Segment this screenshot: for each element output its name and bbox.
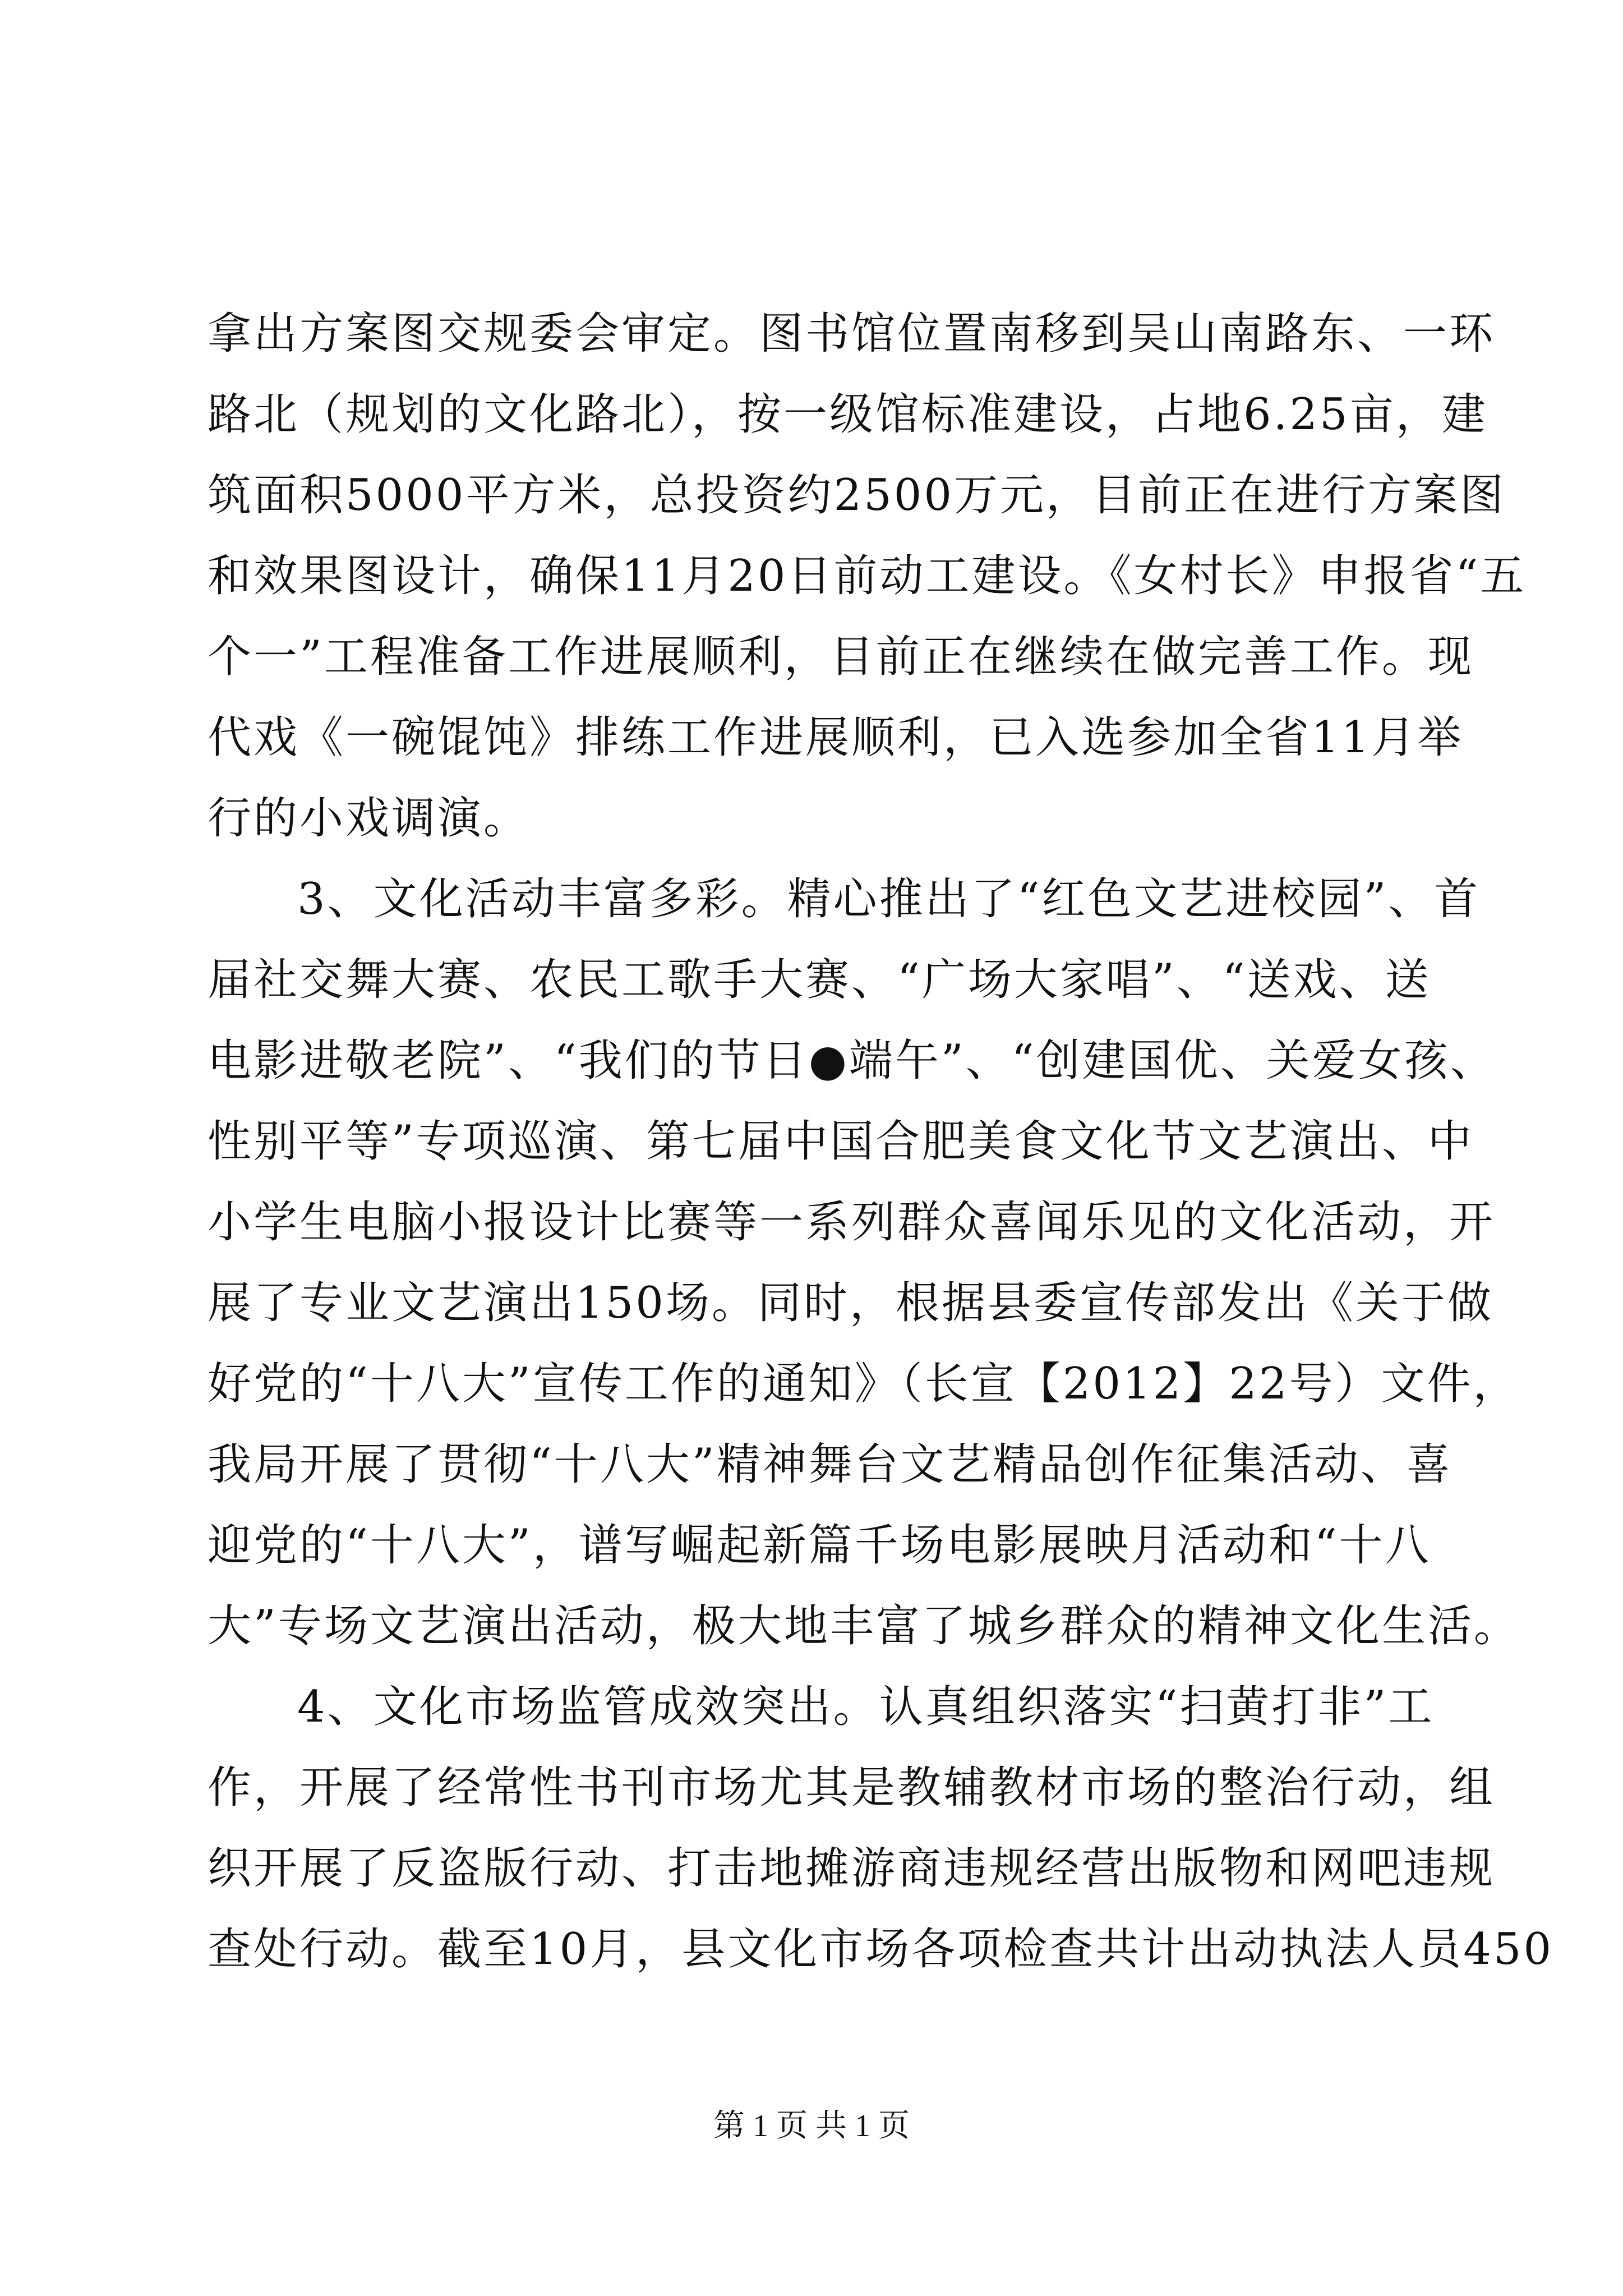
- text-line: 查处行动。截至10月，县文化市场各项检查共计出动执法人员450: [208, 1924, 1554, 1975]
- text-line: 电影进敬老院”、“我们的节日●端午”、“创建国优、关爱女孩、: [208, 1036, 1496, 1086]
- text-line: 路北（规划的文化路北），按一级馆标准建设，占地6.25亩，建: [208, 389, 1488, 440]
- text-line: 织开展了反盗版行动、打击地摊游商违规经营出版物和网吧违规: [208, 1843, 1496, 1894]
- text-line: 拿出方案图交规委会审定。图书馆位置南移到吴山南路东、一环: [208, 309, 1496, 359]
- text-line: 我局开展了贯彻“十八大”精神舞台文艺精品创作征集活动、喜: [208, 1439, 1453, 1490]
- text-line: 个一”工程准备工作进展顺利，目前正在继续在做完善工作。现: [208, 632, 1474, 682]
- text-line: 行的小戏调演。: [208, 793, 530, 844]
- page-number-footer: 第 1 页 共 1 页: [713, 2109, 910, 2143]
- text-line: 小学生电脑小报设计比赛等一系列群众喜闻乐见的文化活动，开: [208, 1197, 1496, 1248]
- text-line: 作，开展了经常性书刊市场尤其是教辅教材市场的整治行动，组: [208, 1763, 1496, 1813]
- text-line: 迎党的“十八大”，谱写崛起新篇千场电影展映月活动和“十八: [208, 1520, 1431, 1571]
- text-line: 展了专业文艺演出150场。同时，根据县委宣传部发出《关于做: [208, 1278, 1493, 1328]
- text-line: 大”专场文艺演出活动，极大地丰富了城乡群众的精神文化生活。: [208, 1601, 1520, 1651]
- text-line: 性别平等”专项巡演、第七届中国合肥美食文化节文艺演出、中: [208, 1116, 1474, 1167]
- paragraph-4-start: 4、文化市场监管成效突出。认真组织落实“扫黄打非”工: [297, 1682, 1435, 1732]
- text-line: 届社交舞大赛、农民工歌手大赛、“广场大家唱”、“送戏、送: [208, 955, 1431, 1005]
- text-line: 和效果图设计，确保11月20日前动工建设。《女村长》申报省“五: [208, 551, 1527, 601]
- text-line: 代戏《一碗馄饨》排练工作进展顺利，已入选参加全省11月举: [208, 712, 1464, 763]
- text-line: 筑面积5000平方米，总投资约2500万元，目前正在进行方案图: [208, 470, 1506, 521]
- text-line: 好党的“十八大”宣传工作的通知》（长宣【2012】22号）文件，: [208, 1359, 1519, 1409]
- paragraph-3-start: 3、文化活动丰富多彩。精心推出了“红色文艺进校园”、首: [297, 874, 1481, 924]
